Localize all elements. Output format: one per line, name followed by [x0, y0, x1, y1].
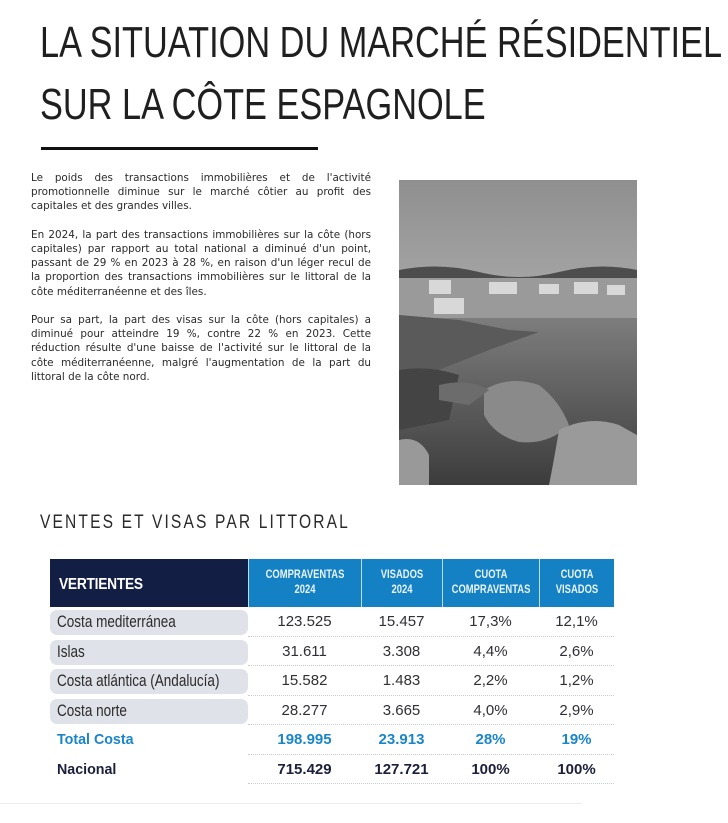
cell-cuota-compraventas: 28% — [475, 731, 506, 749]
cell-cuota-visados: 2,9% — [559, 701, 594, 719]
sales-visas-table — [50, 559, 614, 784]
header-compraventas: COMPRAVENTAS 2024 — [248, 559, 361, 607]
cell-compraventas: 715.429 — [277, 760, 332, 778]
intro-text — [31, 171, 371, 398]
cell-cuota-visados: 2,6% — [559, 642, 594, 660]
cell-cuota-compraventas: 4,4% — [473, 642, 508, 660]
page-title-line-1: LA SITUATION DU MARCHÉ RÉSIDENTIEL — [40, 18, 723, 67]
header-cuota-compraventas: CUOTA COMPRAVENTAS — [442, 559, 539, 607]
page-title-line-2: SUR LA CÔTE ESPAGNOLE — [40, 80, 486, 129]
header-cuota-visados: CUOTA VISADOS — [539, 559, 614, 607]
cell-visados: 127.721 — [374, 760, 429, 778]
cell-cuota-visados: 100% — [557, 760, 596, 778]
cell-compraventas: 123.525 — [277, 613, 332, 631]
cell-cuota-compraventas: 4,0% — [473, 701, 508, 719]
cell-cuota-visados: 19% — [561, 731, 592, 749]
paragraph-2: En 2024, la part des transactions immobilières sur la côte (hors capitales) par rapport au total national a diminué d'un point, passant de 29 % en 2023 à 28 %, en raison d'un léger recul de la proportion des transactions immobilières sur le littoral de la côte méditerranéenne et des îles. — [31, 228, 371, 298]
cell-cuota-compraventas: 17,3% — [469, 613, 512, 631]
cell-visados: 3.665 — [382, 701, 421, 719]
row-label: Islas — [50, 640, 248, 665]
table-row — [50, 607, 614, 637]
table-row-total-costa — [50, 725, 614, 755]
row-label: Total Costa — [57, 731, 134, 749]
table-row-nacional — [50, 755, 614, 785]
cell-visados: 1.483 — [382, 672, 421, 690]
cell-compraventas: 28.277 — [281, 701, 328, 719]
header-vertientes: VERTIENTES — [50, 559, 248, 607]
bottom-divider — [0, 803, 582, 804]
header-visados: VISADOS 2024 — [361, 559, 442, 607]
paragraph-3: Pour sa part, la part des visas sur la côte (hors capitales) a diminué pour atteindre 19 %, contre 22 % en 2023. Cette réduction résulte d'une baisse de l'activité sur le littoral de la côte méditerranéenne, malgré l'augmentation de la part du littoral de la côte nord. — [31, 314, 371, 383]
cell-cuota-visados: 1,2% — [559, 672, 594, 690]
row-label: Nacional — [57, 760, 117, 778]
cell-cuota-compraventas: 100% — [471, 760, 510, 778]
cell-compraventas: 198.995 — [277, 731, 332, 749]
photo-illustration — [399, 180, 637, 485]
cell-compraventas: 15.582 — [281, 672, 328, 690]
paragraph-1: Le poids des transactions immobilières et de l'activité promotionnelle diminue sur le marché côtier au profit des capitales et des grandes villes. — [31, 172, 371, 213]
table-section-title: VENTES ET VISAS PAR LITTORAL — [40, 512, 350, 533]
table-row — [50, 666, 614, 696]
cell-visados: 23.913 — [378, 731, 425, 749]
cell-visados: 15.457 — [378, 613, 425, 631]
table-row — [50, 637, 614, 667]
cell-compraventas: 31.611 — [282, 642, 327, 660]
row-label: Costa atlántica (Andalucía) — [50, 669, 248, 694]
title-underline-divider — [41, 147, 318, 150]
coastal-town-photo — [399, 180, 637, 485]
cell-visados: 3.308 — [382, 642, 421, 660]
table-row — [50, 696, 614, 726]
cell-cuota-compraventas: 2,2% — [473, 672, 508, 690]
page-title — [40, 12, 723, 136]
cell-cuota-visados: 12,1% — [555, 613, 598, 631]
table-header-row — [50, 559, 614, 607]
row-label: Costa norte — [50, 699, 248, 724]
row-label: Costa mediterránea — [50, 610, 248, 635]
